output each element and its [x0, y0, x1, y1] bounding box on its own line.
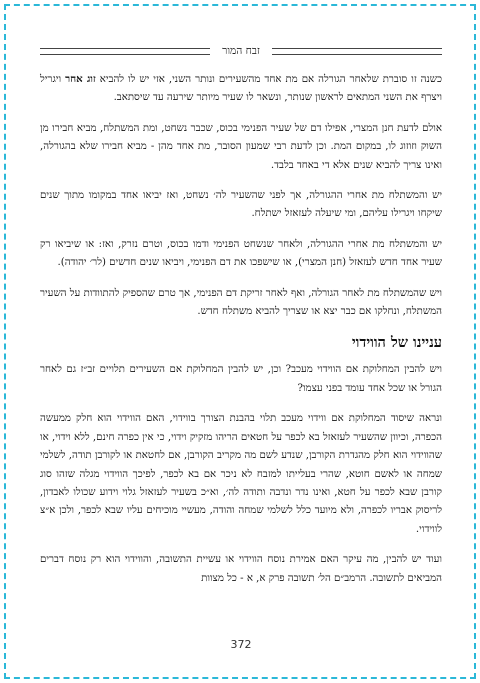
running-header-title: זבח המור: [222, 45, 260, 57]
paragraph-1-before: כשנה זו סוברת שלאחר הגורלה אם מת אחד מהשעירים ונותר השני, אזי יש לו להביא: [95, 74, 443, 85]
paragraph-5: ויש שהמשתלח מת לאחר הגורלה, ואף לאחר זריקת דם הפנימי, אך טרם שהספיק להתוודות על השעיר המשתלח, ונחלקו אם כבר יצא או שצריך להביא משתלח חדש.: [40, 287, 442, 318]
paragraph-6: ויש להבין המחלוקת אם הווידוי מעכב? וכן, יש להבין המחלוקת אם השעירים תלויים זב״ז גם לאחר הגורל או שכל אחד עומד בפני עצמו?: [40, 364, 442, 394]
paragraph-4: יש והמשתלח מת אחרי ההגורלה, ולאחר שנשחט הפנימי ודמו בכוס, וטרם נזרק, ואז: או שיביאו רק שעיר אחד חדש לעזאזל (חנן המצרי), או שישפכו את דם הפנימי, ויביאו שנים חדשים (לר׳ יהודה).: [40, 238, 442, 269]
paragraph-3: יש והמשתלח מת אחרי ההגורלה, אך לפני שהשעיר לה׳ נשחט, ואז יביאו אחד במקומו מתוך שנים שיקחו ויגרילו עליהם, ומי שיעלה לעזאזל ישתלח.: [40, 190, 442, 220]
paragraph-7: ונראה שיסוד המחלוקת אם ווידוי מעכב תלוי בהבנת הצורך בווידוי, האם הווידוי הוא חלק ממעשה הכפרה, וכיוון שהשעיר לעזאזל בא לכפר על חטאים הריהו מזקיק וידוי, כי אין כפרה חינם, ללא וידוי, או שהווידוי הוא חלק מהגדרת הקורבן, שנדע לשם מה מקריב הקורבן, אם לחטאת או לקורבן תודה, לשלמי שמחה או לאשם חוטא, שהרי בעלייתו למזבח לא ניכר אם בא לכפר, לפיכך הווידוי מגלה שזהו סוג קורבן שבא לכפר על חטא, ואינו נדר ונדבה ותודה לה׳, וא״כ בשעיר לעזאזל גלוי וידוע שכולו לאבדון, לריסוק אבריו לכפרה, ולא מיועד כלל לשלמי שמחה והודה, מעשיי מוכיחים עליו שבא לכפר, ולכן א״צ לווידוי.: [40, 413, 442, 535]
section-heading: עניינו של הווידוי: [351, 334, 442, 352]
header-rule-right: [272, 48, 442, 55]
book-page: [40, 10, 442, 675]
paragraph-1: [40, 70, 442, 108]
paragraph-8: ועוד יש להבין, מה עיקר האם אמירת נוסח הווידוי או עשיית התשובה, והווידוי הוא רק נוסח דברים המביאים לתשובה. הרמב״ם הל׳ תשובה פרק א, א - כל מצוות: [40, 554, 442, 584]
page-body: [40, 70, 442, 600]
page-number: 372: [230, 638, 252, 651]
running-header: [40, 44, 442, 58]
paragraph-1-bold: זוג אחר: [65, 73, 96, 85]
paragraph-2: אולם לדעת חנן המצרי, אפילו דם של שעיר הפנימי בכוס, שכבר נשחט, ומת המשתלח, מביא חבירו מן השוק וזוזוג לו, במקום המת. וכן לדעת רבי שמעון הסובר, מת אחד מהן - מביא חבירו שלא בהגורלה, ואינו צריך להביא שנים אלא די באחד בלבד.: [40, 122, 442, 171]
paragraph-1-after: ויגריל ויצרף את השני המתאים לראשון שנותר, ונשאר לו שעיר מיותר שירעה עד שיסתאב.: [40, 74, 442, 104]
header-rule-left: [40, 48, 210, 55]
